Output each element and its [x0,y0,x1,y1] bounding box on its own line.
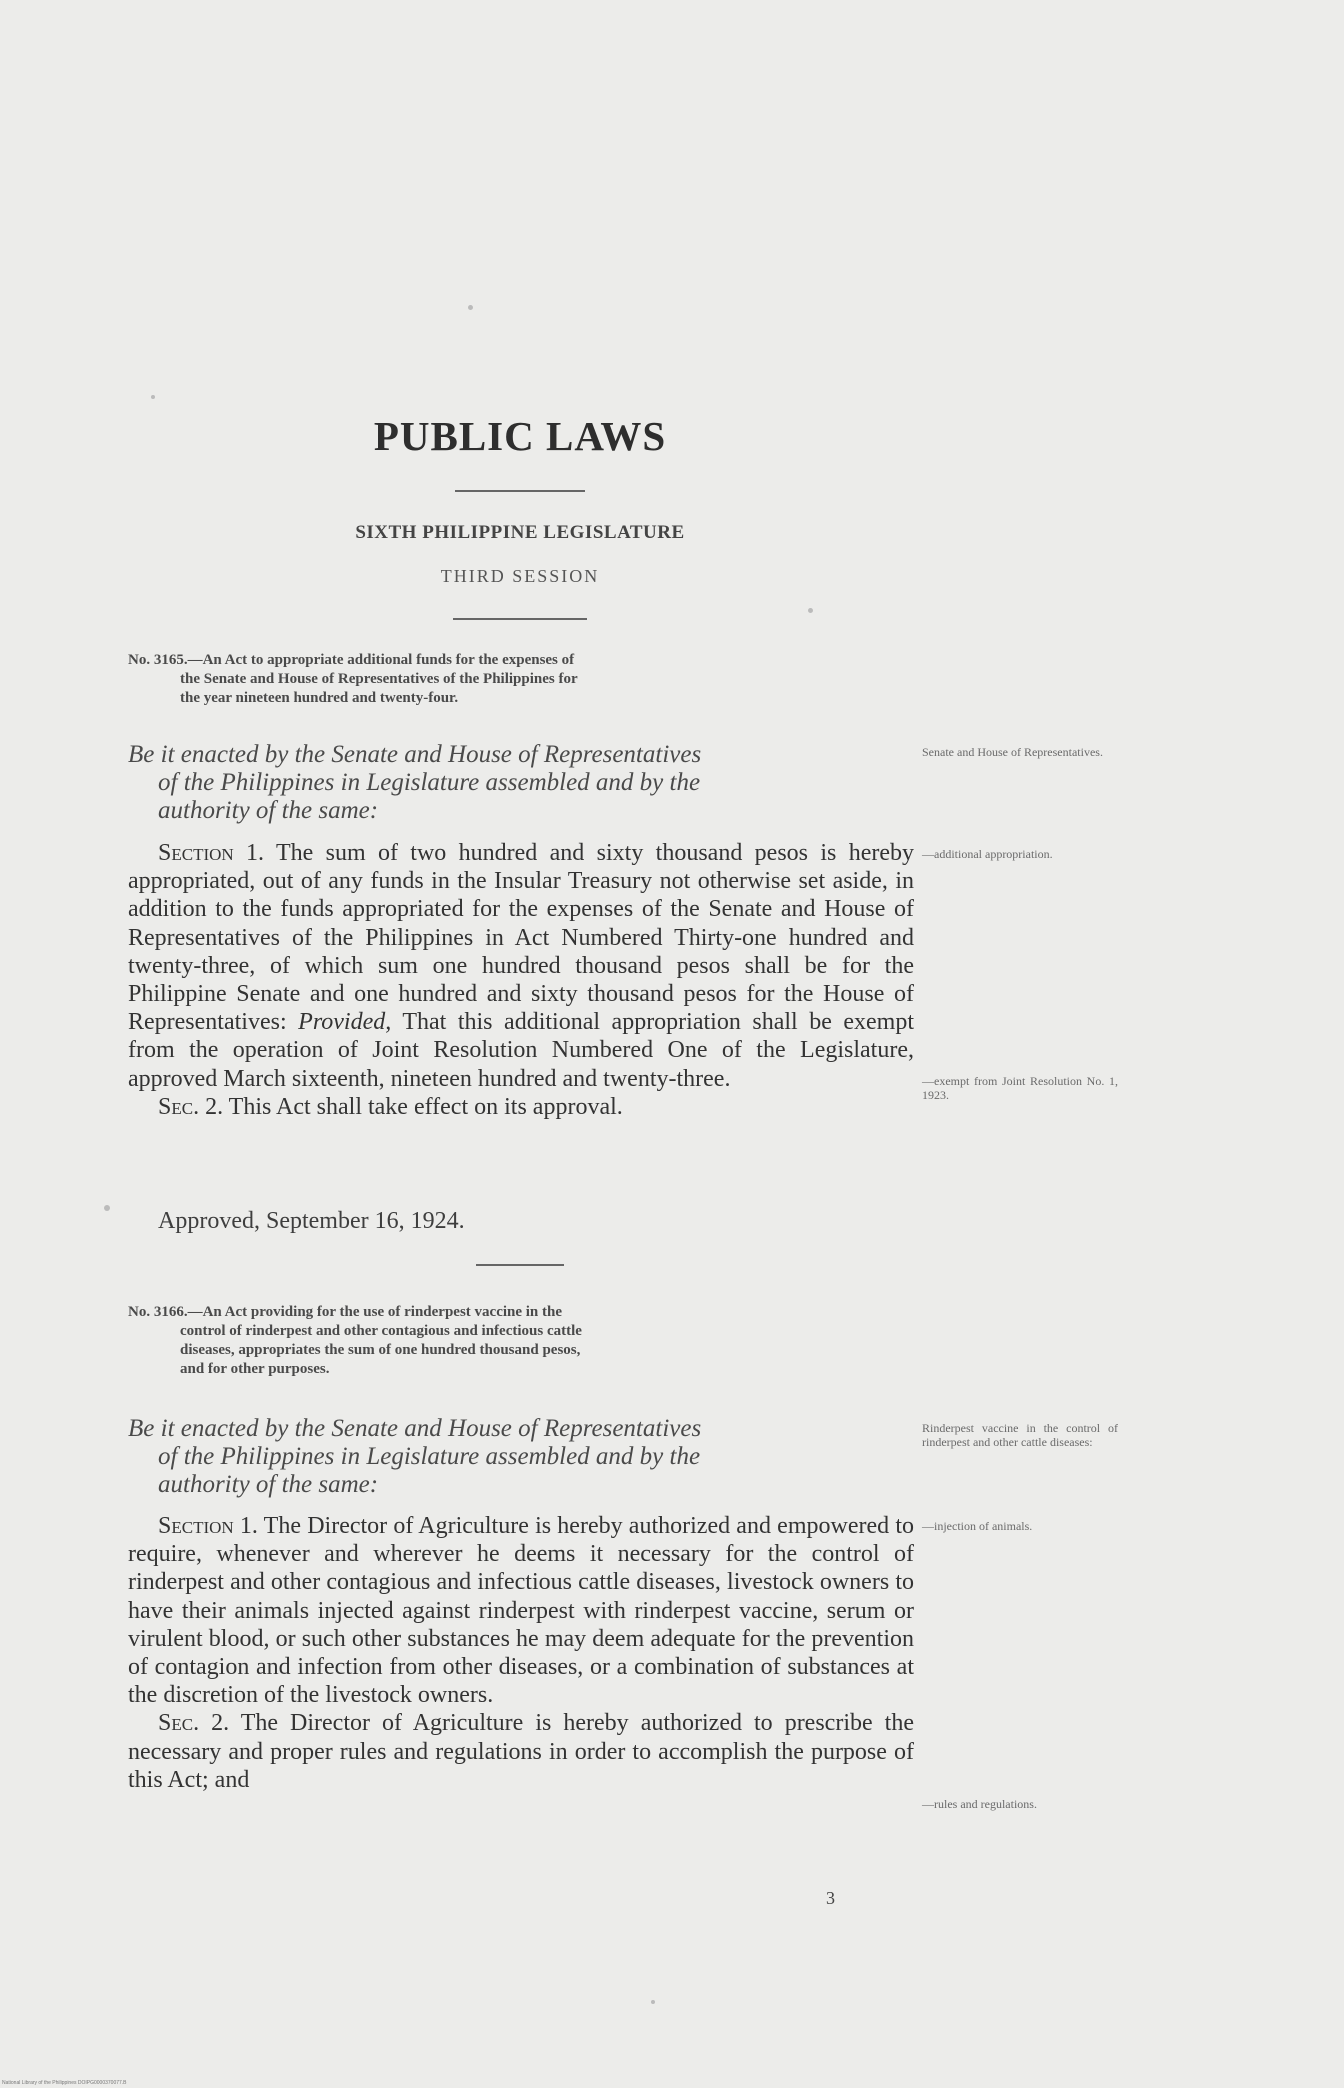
section-label: Sec. 2. [158,1093,224,1120]
act-3165-enacting-clause: Be it enacted by the Senate and House of Representatives of the Philippines in Legislature assembled and by the authority of the same: [128,741,702,824]
page-title: PUBLIC LAWS [373,413,667,459]
act-3166-margin-note-2: —injection of animals. [922,1519,1033,1533]
session-rule [453,618,587,620]
scan-speck [104,1205,110,1211]
act-3165-section-1: Section 1. The sum of two hundred and sixty thousand pesos is hereby appropriated, out of any funds in the Insular Treasury not otherwise set aside, in addition to the funds appropriated for the expenses of the Senate and House of Representatives of the Philippines in Act Numbered Thirty-one hundred and twenty-three, of which sum one hundred thousand pesos shall be for the Philippine Senate and one hundred and sixty thousand pesos for the House of Representatives: Provided, That this additional appropriation shall be exempt from the operation of Joint Resolution Numbered One of the Legislature, approved March sixteenth, nineteen hundred and twenty-three. Sec. 2. This Act shall take effect on its approval. [128,840,915,1120]
section-label: Section 1. [158,840,265,866]
section-label: Section 1. [158,1513,258,1539]
act-3165-heading: No. 3165.—An Act to appropriate additional funds for the expenses of the Senate and House of Representatives of the Philippines for the year nineteen hundred and twenty-four. [128,652,578,706]
act-3166-margin-note-1: Rinderpest vaccine in the control of rinderpest and other cattle diseases: [922,1421,1118,1449]
scan-speck [808,608,813,613]
scan-speck [651,2000,655,2004]
page-number: 3 [826,1888,835,1908]
act-3165-margin-note-2: —additional appropriation. [922,847,1053,861]
scan-footer-credit: National Library of the Philippines DOIPG0000370077.B [2,2080,127,2086]
act-3166-heading: No. 3166.—An Act providing for the use of rinderpest vaccine in the control of rinderpest and other contagious and infectious cattle diseases, appropriates the sum of one hundred thousand pesos, and for other purposes. [128,1304,582,1377]
act-3166-sections: Section 1. The Director of Agriculture is hereby authorized and empowered to require, whenever and wherever he deems it necessary for the control of rinderpest and other contagious and infectious cattle diseases, livestock owners to have their animals injected against rinderpest with rinderpest vaccine, serum or virulent blood, or such other substances he may deem adequate for the prevention of contagion and infection from other diseases, or a combination of substances at the discretion of the livestock owners. Sec. 2. The Director of Agriculture is hereby authorized to prescribe the necessary and proper rules and regulations in order to accomplish the purpose of this Act; and [128,1513,914,1793]
act-3166-enacting-clause: Be it enacted by the Senate and House of Representatives of the Philippines in Legislature assembled and by the authority of the same: [128,1415,702,1498]
act-3165-margin-note-1: Senate and House of Representatives. [922,745,1103,759]
title-rule [455,490,585,492]
act-3165-approval-date: Approved, September 16, 1924. [158,1208,465,1234]
act-3166-margin-note-3: —rules and regulations. [922,1797,1037,1811]
act-separator-rule [476,1264,564,1266]
act-3165-margin-note-3: —exempt from Joint Resolution No. 1, 1923. [922,1074,1118,1102]
scan-speck [151,395,155,399]
scan-speck [468,305,473,310]
section-label: Sec. 2. [158,1710,230,1737]
legislature-heading: SIXTH PHILIPPINE LEGISLATURE [355,522,685,543]
session-heading: THIRD SESSION [440,566,600,586]
